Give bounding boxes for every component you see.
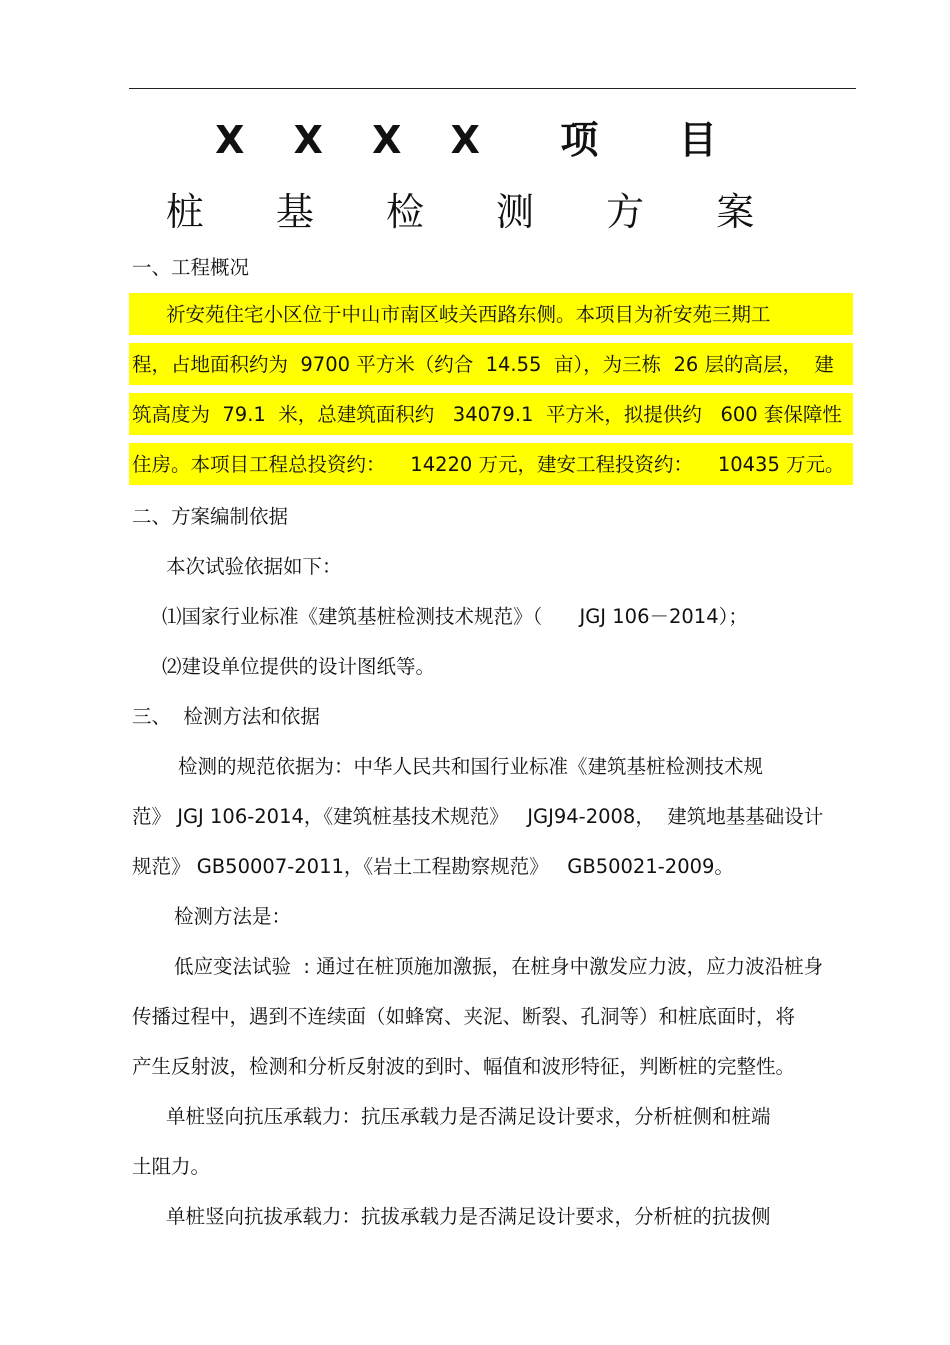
basis-line: 规范》 GB50007-2011，《岩土工程勘察规范》 GB50021-2009。 xyxy=(132,855,734,878)
section2-heading: 二、方案编制依据 xyxy=(132,505,289,528)
section1-heading: 一、工程概况 xyxy=(132,256,250,279)
uplift-line: 单桩竖向抗拔承载力：抗拔承载力是否满足设计要求，分析桩的抗拔侧 xyxy=(166,1205,771,1228)
document-subtitle: 桩 基 检 测 方 案 xyxy=(165,190,785,234)
section2-intro: 本次试验依据如下： xyxy=(166,555,342,578)
basis-line: 检测的规范依据为：中华人民共和国行业标准《建筑基桩检测技术规 xyxy=(178,755,764,778)
section1-line: 祈安苑住宅小区位于中山市南区岐关西路东侧。本项目为祈安苑三期工 xyxy=(166,303,771,326)
low-strain-line: 产生反射波，检测和分析反射波的到时、幅值和波形特征，判断桩的完整性。 xyxy=(132,1055,796,1078)
compression-line: 土阻力。 xyxy=(132,1155,211,1178)
section2-item: ⑴国家行业标准《建筑基桩检测技术规范》（ JGJ 106－2014）； xyxy=(162,605,748,628)
compression-line: 单桩竖向抗压承载力：抗压承载力是否满足设计要求，分析桩侧和桩端 xyxy=(166,1105,771,1128)
low-strain-line: 传播过程中，遇到不连续面（如蜂窝、夹泥、断裂、孔洞等）和桩底面时，将 xyxy=(132,1005,796,1028)
basis-line: 范》 JGJ 106-2014，《建筑桩基技术规范》 JGJ94-2008， 建筑地基基础设计 xyxy=(132,805,824,828)
section3-heading: 三、 检测方法和依据 xyxy=(132,705,320,728)
section1-line: 住房。本项目工程总投资约： 14220 万元，建安工程投资约： 10435 万元。 xyxy=(132,453,845,476)
header-rule xyxy=(129,88,856,89)
section2-item: ⑵建设单位提供的设计图纸等。 xyxy=(162,655,436,678)
section1-line: 程，占地面积约为 9700 平方米（约合 14.55 亩），为三栋 26 层的高层， 建 xyxy=(132,353,834,376)
low-strain-line: 低应变法试验 : 通过在桩顶施加激振，在桩身中激发应力波，应力波沿桩身 xyxy=(174,955,824,978)
section1-line: 筑高度为 79.1 米，总建筑面积约 34079.1 平方米，拟提供约 600 套保障性 xyxy=(132,403,842,426)
methods-label: 检测方法是： xyxy=(174,905,292,928)
document-title: X X X X 项 目 xyxy=(215,118,735,162)
